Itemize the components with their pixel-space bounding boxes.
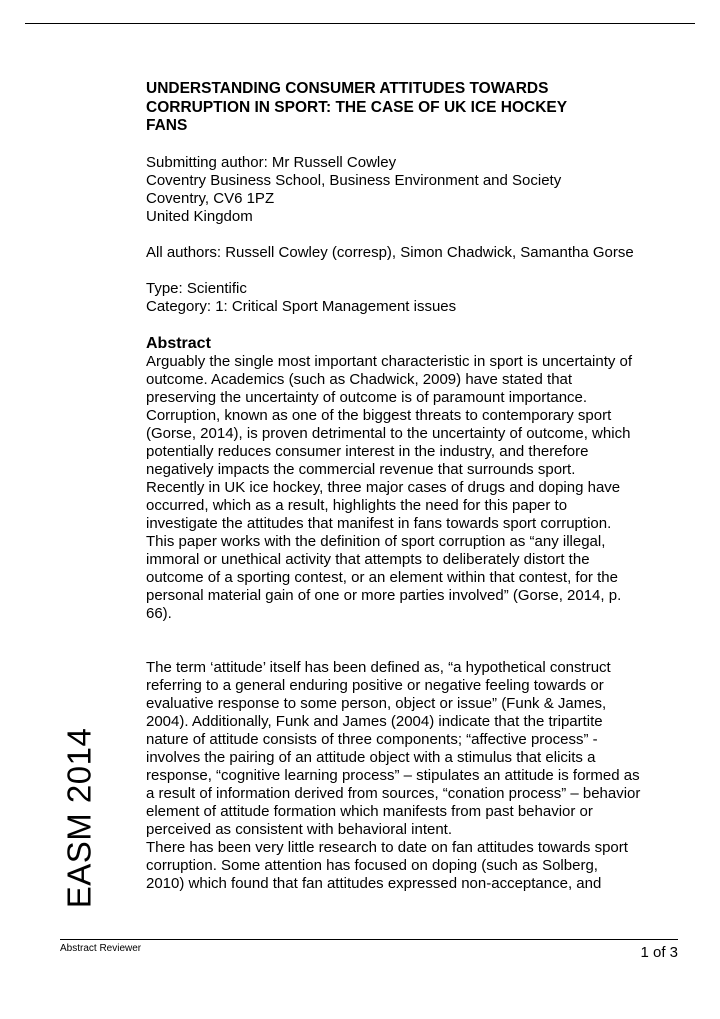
abstract-line: occurred, which as a result, highlights the need for this paper to [146,496,568,514]
abstract-line: response, “cognitive learning process” – stipulates an attitude is formed as [146,766,640,784]
abstract-line: outcome. Academics (such as Chadwick, 2009) have stated that [146,370,573,388]
submission-line: Submitting author: Mr Russell Cowley [146,153,397,171]
submission-line: Coventry, CV6 1PZ [146,189,275,207]
abstract-line: There has been very little research to date on fan attitudes towards sport [146,838,628,856]
abstract-line: personal material gain of one or more parties involved” (Gorse, 2014, p. [146,586,622,604]
abstract-line: involves the pairing of an attitude object with a stimulus that elicits a [146,748,596,766]
page-number: 1 of 3 [640,944,678,961]
abstract-line: 2004). Additionally, Funk and James (2004) indicate that the tripartite [146,712,603,730]
title-line: FANS [146,117,188,134]
abstract-paragraph-1 [146,353,686,623]
authors [146,244,686,262]
footer-reviewer-label: Abstract Reviewer [60,943,142,954]
title-line: UNDERSTANDING CONSUMER ATTITUDES TOWARDS [146,80,549,97]
sidebar-label-text: EASM 2014 [60,727,98,909]
abstract-line: perceived as consistent with behavioral intent. [146,820,453,838]
abstract-paragraph-2 [146,659,686,893]
abstract-line: Arguably the single most important characteristic in sport is uncertainty of [146,352,633,370]
abstract-line: a result of information derived from sources, “conation process” – behavior [146,784,641,802]
footer-rule [60,939,678,940]
abstract-line: This paper works with the definition of sport corruption as “any illegal, [146,532,606,550]
abstract-line: 2010) which found that fan attitudes expressed non-acceptance, and [146,874,602,892]
abstract-line: potentially reduces consumer interest in the industry, and therefore [146,442,589,460]
top-rule [25,23,695,24]
submission-line: United Kingdom [146,207,253,225]
authors-line: All authors: Russell Cowley (corresp), Simon Chadwick, Samantha Gorse [146,243,634,261]
abstract-line: Recently in UK ice hockey, three major cases of drugs and doping have [146,478,621,496]
abstract-line: referring to a general enduring positive or negative feeling towards or [146,676,604,694]
abstract-line: preserving the uncertainty of outcome is of paramount importance. [146,388,588,406]
abstract-heading: Abstract [146,334,211,352]
title-line: CORRUPTION IN SPORT: THE CASE OF UK ICE HOCKEY [146,98,568,116]
abstract-line: immoral or unethical activity that attempts to deliberately distort the [146,550,590,568]
submission-line: Coventry Business School, Business Environment and Society [146,171,562,189]
abstract-line: nature of attitude consists of three components; “affective process” - [146,730,598,748]
document-body [146,80,686,893]
abstract-line: corruption. Some attention has focused on doping (such as Solberg, [146,856,598,874]
paper-title [146,80,686,136]
abstract-line: outcome of a sporting contest, or an element within that contest, for the [146,568,618,586]
abstract-line: evaluative response to some person, object or issue” (Funk & James, [146,694,607,712]
abstract-line: element of attitude formation which manifests from past behavior or [146,802,593,820]
submission-info [146,154,686,226]
abstract-line: (Gorse, 2014), is proven detrimental to the uncertainty of outcome, which [146,424,631,442]
type-category [146,280,686,316]
abstract-line: negatively impacts the commercial revenue that surrounds sport. [146,460,576,478]
paragraph-gap [146,623,686,659]
abstract-line: Corruption, known as one of the biggest threats to contemporary sport [146,406,612,424]
abstract-line: investigate the attitudes that manifest in fans towards sport corruption. [146,514,612,532]
category-line: Category: 1: Critical Sport Management issues [146,297,457,315]
abstract-line: The term ‘attitude’ itself has been defined as, “a hypothetical construct [146,658,611,676]
abstract-line: 66). [146,604,172,622]
type-line: Type: Scientific [146,279,247,297]
